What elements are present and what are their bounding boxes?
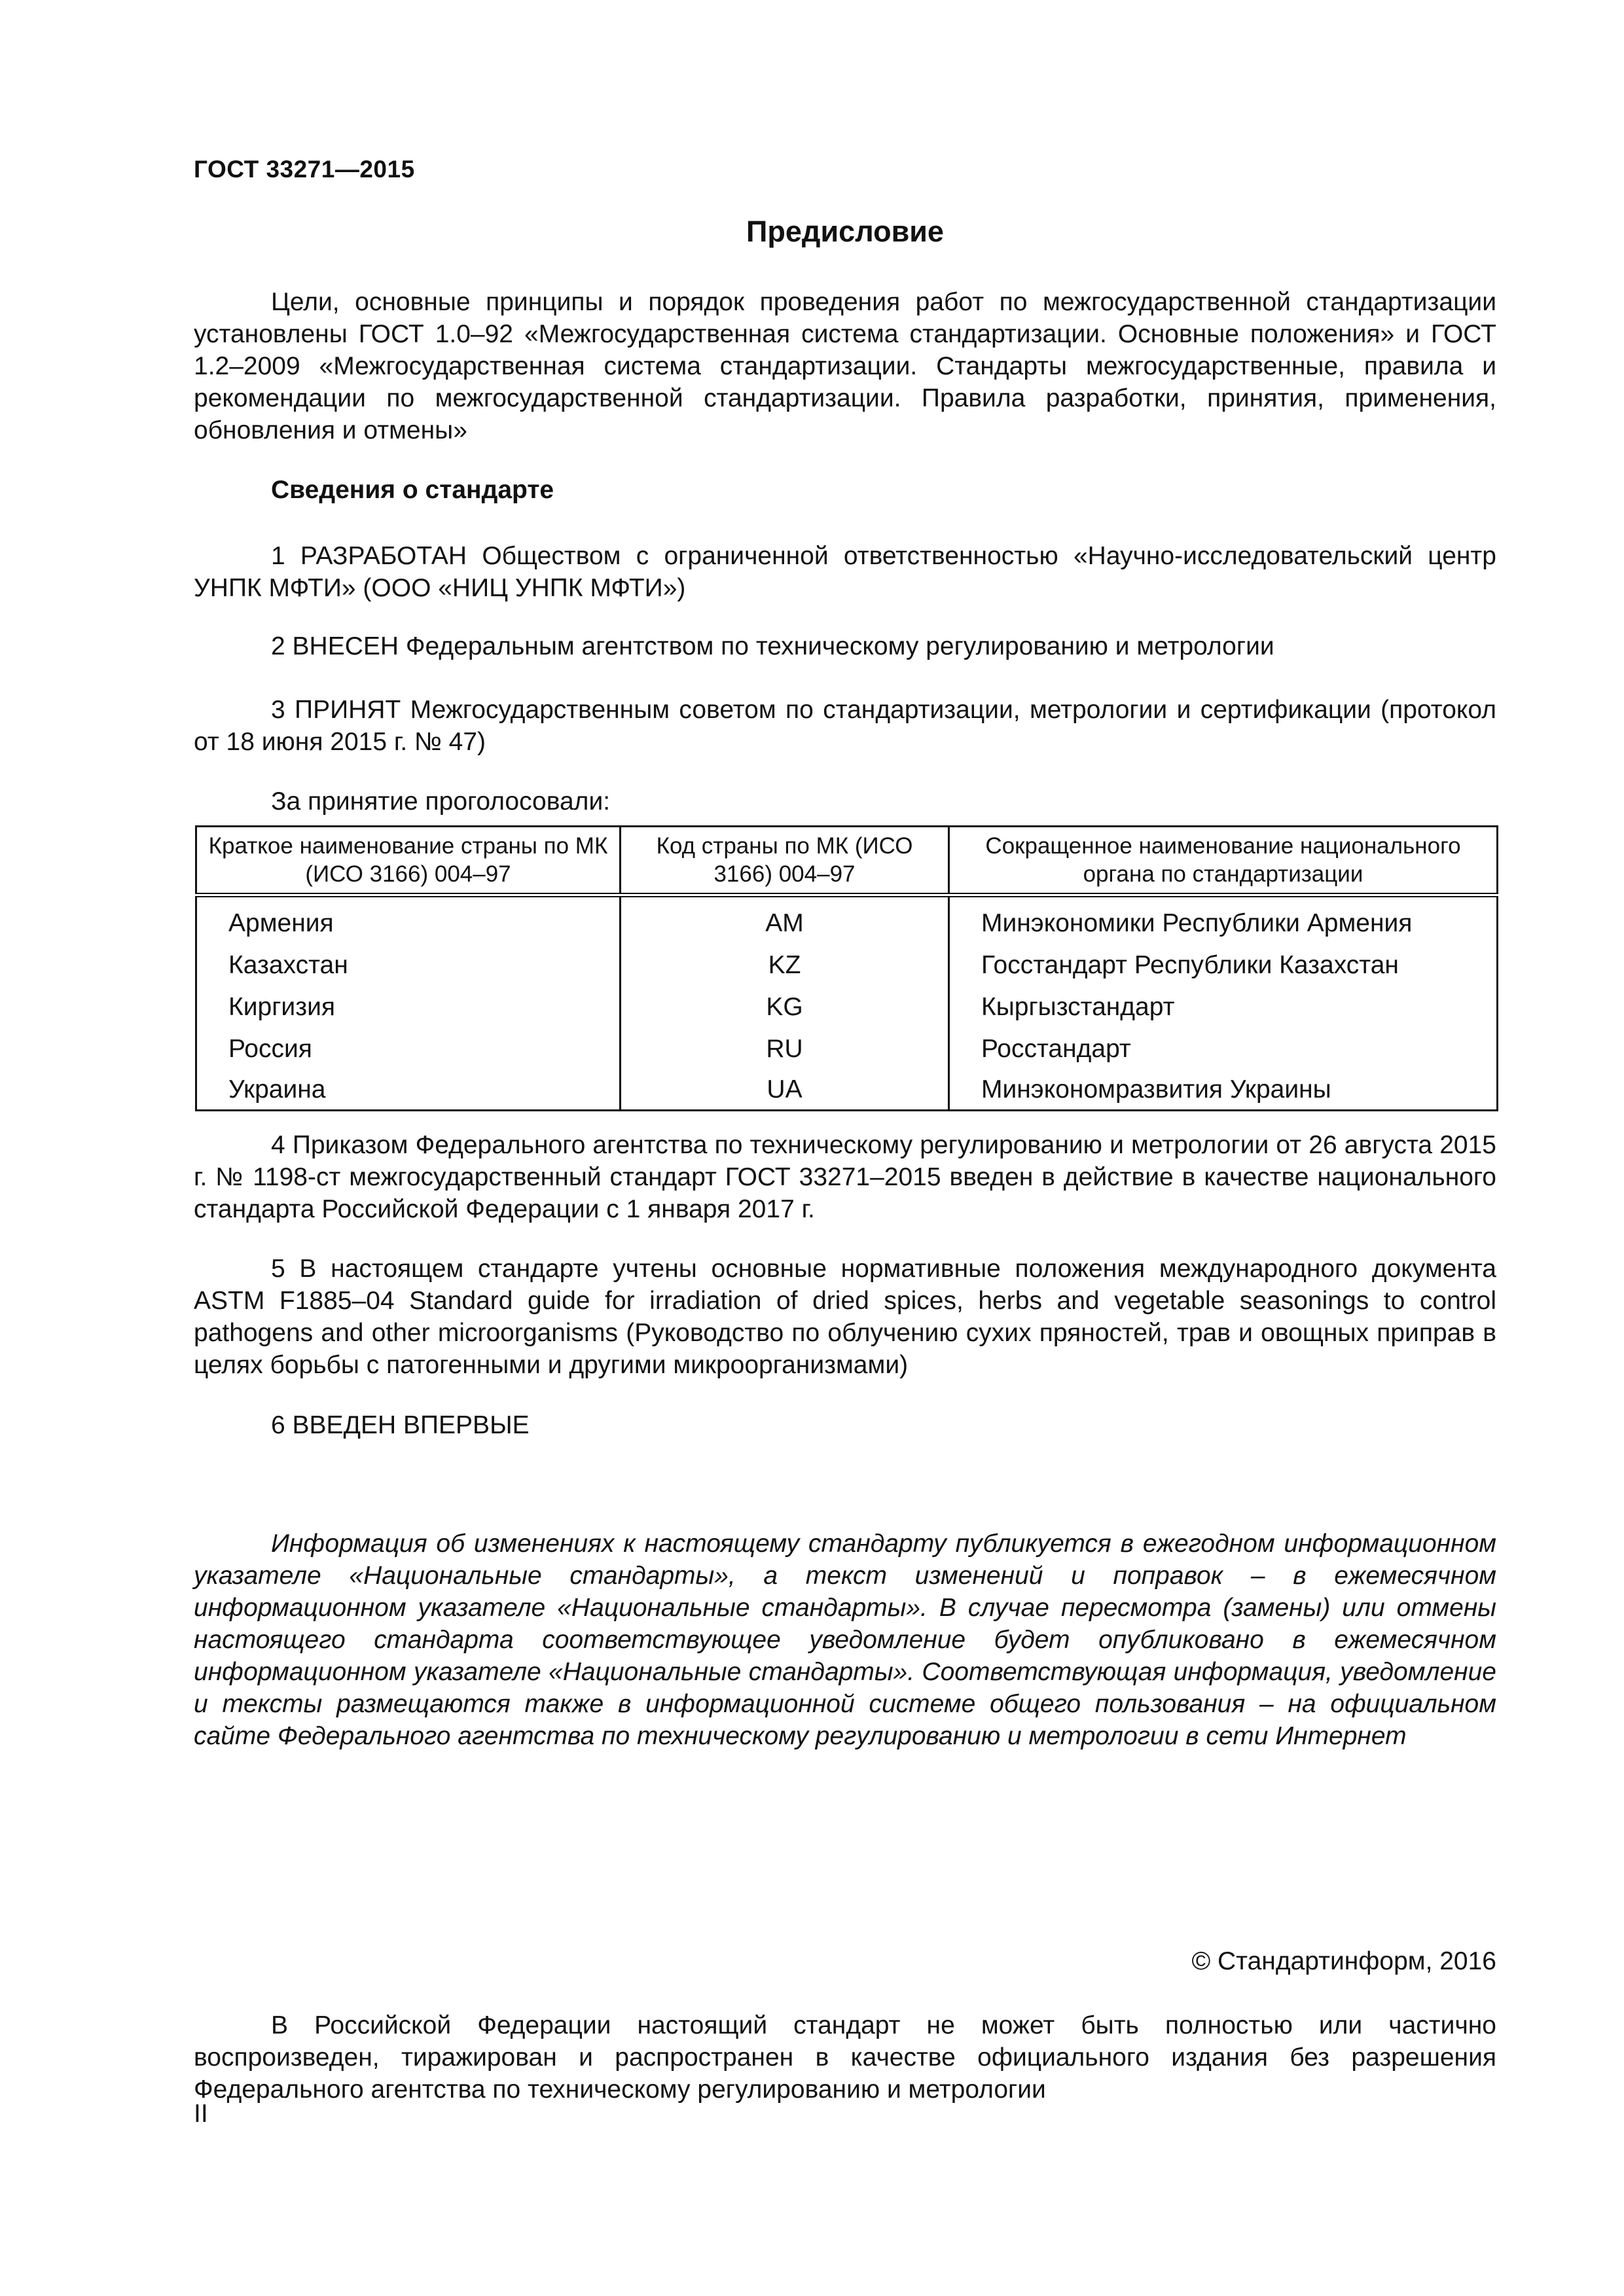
cell-code: AM xyxy=(621,895,949,945)
cell-code: UA xyxy=(621,1070,949,1111)
column-header-body: Сокращенное наименование национального органа по стандартизации xyxy=(949,827,1498,895)
page-title: Предисловие xyxy=(746,215,944,248)
cell-code: RU xyxy=(621,1028,949,1070)
table-row xyxy=(196,944,1498,986)
section-heading: Сведения о стандарте xyxy=(271,476,554,504)
cell-body: Минэкономики Республики Армения xyxy=(949,895,1498,945)
item-first-introduced: 6 ВВЕДЕН ВПЕРВЫЕ xyxy=(271,1411,530,1439)
table-row xyxy=(196,986,1498,1028)
cell-code: KZ xyxy=(621,944,949,986)
cell-body: Госстандарт Республики Казахстан xyxy=(949,944,1498,986)
cell-country: Армения xyxy=(196,895,621,945)
cell-country: Киргизия xyxy=(196,986,621,1028)
restriction-notice: В Российской Федерации настоящий стандарт не может быть полностью или частично воспроизведен, тиражирован и распространен в качестве официального издания без разрешения Федерального агентства по техническому регулированию и метрологии xyxy=(194,2011,1496,2104)
cell-country: Казахстан xyxy=(196,944,621,986)
page-number: II xyxy=(194,2100,208,2128)
cell-body: Росстандарт xyxy=(949,1028,1498,1070)
table-row xyxy=(196,895,1498,945)
item-adopted: 3 ПРИНЯТ Межгосударственным советом по стандартизации, метрологии и сертификации (протокол от 18 июня 2015 г. № 47) xyxy=(194,696,1496,756)
item-order: 4 Приказом Федерального агентства по техническому регулированию и метрологии от 26 августа 2015 г. № 1198-ст межгосударственный стандарт ГОСТ 33271–2015 введен в действие в качестве национального стандарта Российской Федерации с 1 января 2017 г. xyxy=(194,1131,1496,1223)
cell-code: KG xyxy=(621,986,949,1028)
table-row xyxy=(196,1070,1498,1111)
document-code: ГОСТ 33271—2015 xyxy=(194,156,415,183)
cell-body: Кыргызстандарт xyxy=(949,986,1498,1028)
table-row xyxy=(196,1028,1498,1070)
item-developed: 1 РАЗРАБОТАН Обществом с ограниченной ответственностью «Научно-исследовательский центр УНПК МФТИ» (ООО «НИЦ УНПК МФТИ») xyxy=(194,542,1496,602)
item-considered: 5 В настоящем стандарте учтены основные нормативные положения международного документа ASTM F1885–04 Standard guide for irradiation of dried spices, herbs and vegetable seasonings to control pathogens and other microorganisms (Руководство по облучению сухих пряностей, трав и овощных приправ в целях борьбы с патогенными и другими микроорганизмами) xyxy=(194,1255,1496,1379)
column-header-country: Краткое наименование страны по МК (ИСО 3166) 004–97 xyxy=(196,827,621,895)
changes-notice: Информация об изменениях к настоящему стандарту публикуется в ежегодном информационном указателе «Национальные стандарты», а текст изменений и поправок – в ежемесячном информационном указателе «Национальные стандарты». В случае пересмотра (замены) или отмены настоящего стандарта соответствующее уведомление будет опубликовано в ежемесячном информационном указателе «Национальные стандарты». Соответствующая информация, уведомление и тексты размещаются также в информационной системе общего пользования – на официальном сайте Федерального агентства по техническому регулированию и метрологии в сети Интернет xyxy=(194,1530,1496,1750)
cell-country: Россия xyxy=(196,1028,621,1070)
copyright-line: © Стандартинформ, 2016 xyxy=(1191,1947,1496,1975)
intro-paragraph: Цели, основные принципы и порядок проведения работ по межгосударственной стандартизации установлены ГОСТ 1.0–92 «Межгосударственная система стандартизации. Основные положения» и ГОСТ 1.2–2009 «Межгосударственная система стандартизации. Стандарты межгосударственные, правила и рекомендации по межгосударственной стандартизации. Правила разработки, принятия, применения, обновления и отмены» xyxy=(194,288,1496,444)
vote-label: За принятие проголосовали: xyxy=(271,787,611,816)
table-header-row xyxy=(196,827,1498,895)
member-countries-table xyxy=(195,825,1498,1111)
column-header-code: Код страны по МК (ИСО 3166) 004–97 xyxy=(621,827,949,895)
item-introduced: 2 ВНЕСЕН Федеральным агентством по техническому регулированию и метрологии xyxy=(271,632,1274,660)
cell-country: Украина xyxy=(196,1070,621,1111)
cell-body: Минэкономразвития Украины xyxy=(949,1070,1498,1111)
